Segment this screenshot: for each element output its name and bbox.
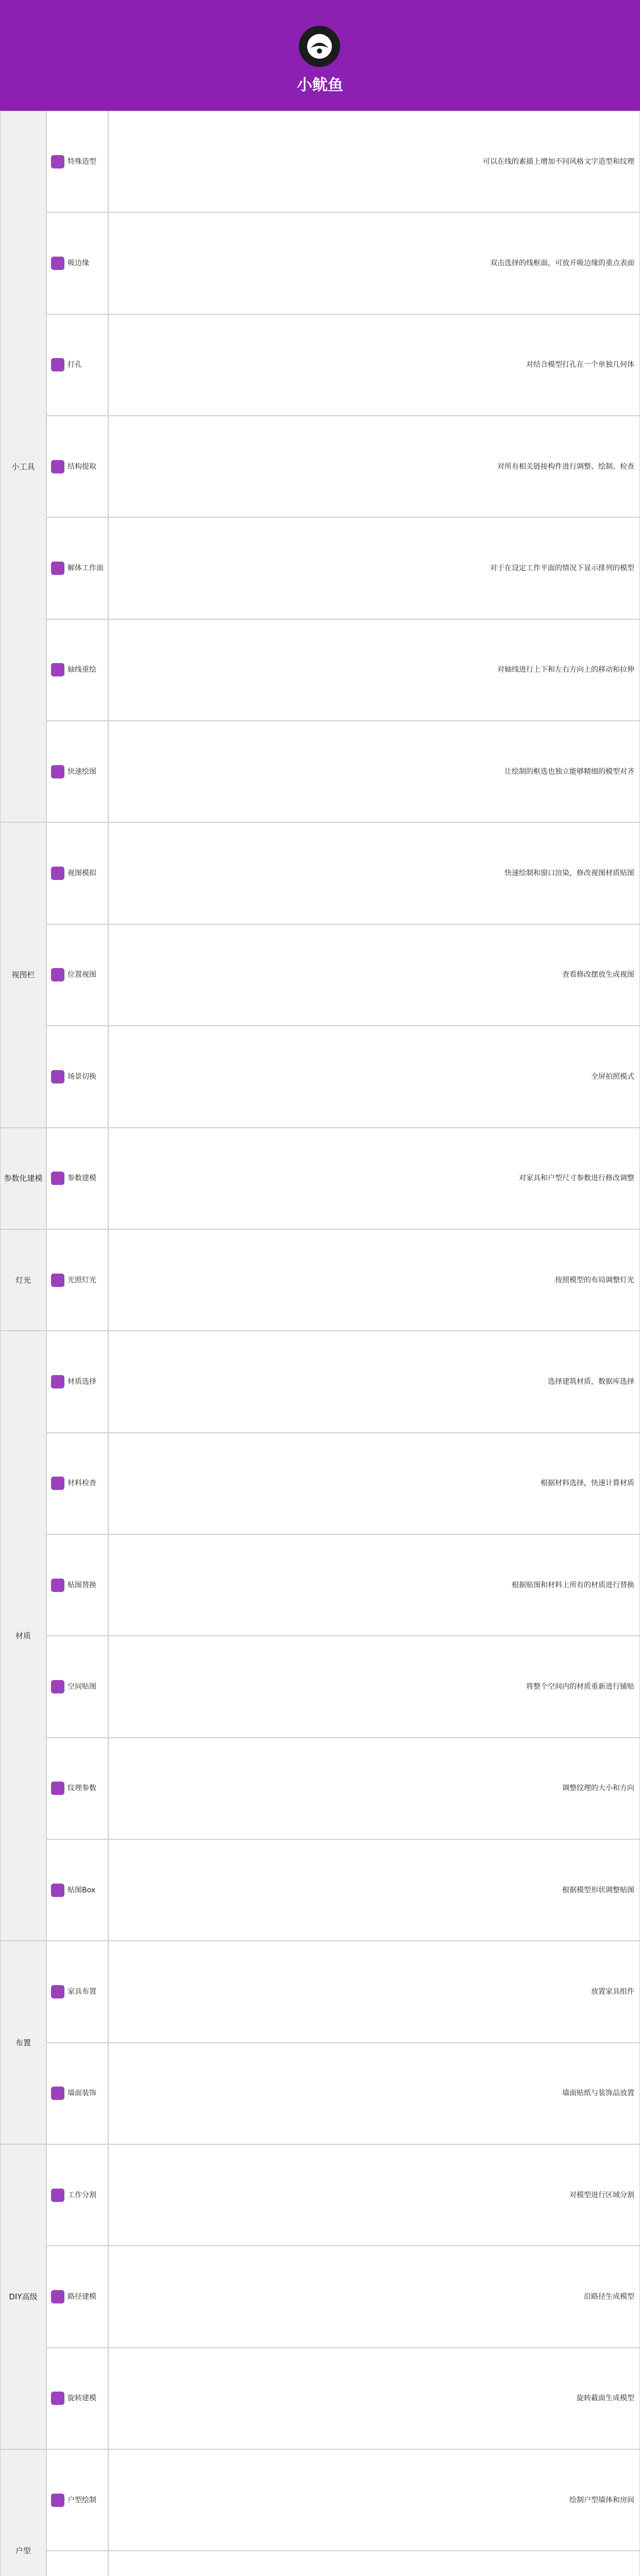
description-cell xyxy=(108,1636,640,1737)
feature-cell-label: 特殊造型 xyxy=(68,157,96,166)
category-tools xyxy=(0,111,46,822)
feature-cell[interactable] xyxy=(46,1839,108,1941)
description-cell-label: 绘制户型墙体和房间 xyxy=(569,2496,634,2504)
description-cell-label: 对结合模型打孔在一个单独几何体 xyxy=(526,361,634,369)
description-cell-label: 查看修改摆放生成视图 xyxy=(562,971,634,979)
description-cell xyxy=(108,1941,640,2042)
feature-cell[interactable] xyxy=(46,314,108,416)
feature-cell[interactable] xyxy=(46,2551,108,2576)
description-cell xyxy=(108,2348,640,2449)
feature-cell[interactable] xyxy=(46,111,108,212)
feature-cell-label: 解体工作面 xyxy=(68,564,104,573)
feature-cell-label: 材料检查 xyxy=(68,1479,96,1488)
description-cell-label: 双击选择的线框面，可放开吸边缘的重点表面 xyxy=(490,259,634,268)
feature-icon xyxy=(51,155,64,168)
category-view xyxy=(0,822,46,1127)
feature-cell[interactable] xyxy=(46,924,108,1026)
feature-icon xyxy=(51,460,64,473)
category-diy-label: DIY高级 xyxy=(9,2292,38,2302)
feature-icon xyxy=(51,358,64,371)
feature-cell[interactable] xyxy=(46,1229,108,1331)
feature-icon xyxy=(51,1172,64,1185)
feature-cell[interactable] xyxy=(46,721,108,822)
description-cell xyxy=(108,1128,640,1229)
description-cell xyxy=(108,2551,640,2576)
description-cell-label: 对家具和户型尺寸参数进行修改调整 xyxy=(519,1174,634,1183)
description-cell xyxy=(108,1839,640,1941)
feature-icon xyxy=(51,1274,64,1287)
description-cell xyxy=(108,1229,640,1331)
feature-icon xyxy=(51,1477,64,1490)
description-cell xyxy=(108,2144,640,2246)
description-cell xyxy=(108,212,640,314)
feature-cell[interactable] xyxy=(46,2043,108,2144)
feature-icon xyxy=(51,765,64,778)
description-cell-label: 墙面贴纸与装饰品放置 xyxy=(562,2089,634,2098)
feature-cell[interactable] xyxy=(46,1026,108,1127)
description-cell-label: 可以在线的素描上增加不同风格文字造型和纹理 xyxy=(483,157,634,166)
feature-cell-label: 结构提取 xyxy=(68,462,96,471)
feature-icon xyxy=(51,968,64,981)
feature-cell[interactable] xyxy=(46,1636,108,1737)
feature-cell-label: 路径建模 xyxy=(68,2293,96,2301)
page-title: 小鱿鱼 xyxy=(297,76,343,94)
description-cell-label: 根据材料选择，快速计算材质 xyxy=(541,1479,634,1488)
feature-icon xyxy=(51,1375,64,1388)
feature-cell-label: 轴线重绘 xyxy=(68,666,96,674)
description-cell-label: 调整纹理的大小和方向 xyxy=(562,1784,634,1793)
feature-icon xyxy=(51,1985,64,1998)
feature-icon xyxy=(51,2290,64,2303)
feature-cell[interactable] xyxy=(46,1128,108,1229)
description-cell-label: 对轴线进行上下和左右方向上的移动和拉伸 xyxy=(497,666,634,674)
feature-icon xyxy=(51,663,64,676)
feature-cell-label: 场景切换 xyxy=(68,1072,96,1081)
category-home xyxy=(0,2449,46,2576)
description-cell-label: 沿路径生成模型 xyxy=(584,2293,634,2301)
feature-cell-label: 贴图替换 xyxy=(68,1581,96,1589)
feature-cell[interactable] xyxy=(46,2449,108,2551)
description-cell xyxy=(108,2043,640,2144)
feature-icon xyxy=(51,2392,64,2405)
feature-icon xyxy=(51,1579,64,1592)
feature-icon xyxy=(51,1884,64,1897)
description-cell xyxy=(108,2449,640,2551)
description-cell-label: 全屏拍照模式 xyxy=(591,1072,634,1081)
feature-icon xyxy=(51,867,64,880)
description-cell xyxy=(108,1331,640,1432)
feature-cell[interactable] xyxy=(46,619,108,721)
description-cell xyxy=(108,416,640,517)
description-cell-label: 选择建筑材质，数据库选择 xyxy=(548,1377,634,1386)
category-diy xyxy=(0,2144,46,2449)
description-cell xyxy=(108,924,640,1026)
squid-logo-icon xyxy=(299,26,340,67)
description-cell-label: 旋转截面生成模型 xyxy=(577,2394,634,2403)
feature-icon xyxy=(51,1070,64,1083)
feature-cell[interactable] xyxy=(46,1433,108,1534)
category-tools-label: 小工具 xyxy=(11,462,35,471)
feature-cell[interactable] xyxy=(46,1738,108,1839)
feature-cell-label: 工作分割 xyxy=(68,2191,96,2199)
feature-cell[interactable] xyxy=(46,212,108,314)
description-cell-label: 让绘制的框选也独立能够精细的模型对齐 xyxy=(504,767,634,776)
feature-cell[interactable] xyxy=(46,416,108,517)
feature-cell[interactable] xyxy=(46,517,108,619)
feature-cell[interactable] xyxy=(46,1534,108,1636)
feature-cell-label: 空间贴图 xyxy=(68,1682,96,1691)
description-cell-label: 快速绘制和窗口渲染，修改视图材质贴图 xyxy=(504,869,634,878)
feature-cell[interactable] xyxy=(46,2348,108,2449)
feature-icon xyxy=(51,1680,64,1693)
feature-cell-label: 材质选择 xyxy=(68,1377,96,1386)
feature-cell-label: 旋转建模 xyxy=(68,2394,96,2403)
description-cell xyxy=(108,1534,640,1636)
feature-cell-label: 家具布置 xyxy=(68,1988,96,1996)
category-material-label: 材质 xyxy=(15,1631,31,1641)
feature-cell-label: 户型绘制 xyxy=(68,2496,96,2504)
feature-cell-label: 光照灯光 xyxy=(68,1276,96,1284)
description-cell xyxy=(108,1026,640,1127)
description-cell-label: 对模型进行区域分割 xyxy=(569,2191,634,2199)
category-home-label: 户型 xyxy=(15,2546,31,2556)
feature-icon xyxy=(51,2189,64,2202)
description-cell xyxy=(108,1433,640,1534)
description-cell xyxy=(108,1738,640,1839)
feature-icon xyxy=(51,2087,64,2100)
feature-icon xyxy=(51,257,64,270)
category-view-label: 视图栏 xyxy=(11,970,35,980)
feature-icon xyxy=(51,2494,64,2507)
category-light xyxy=(0,1229,46,1331)
feature-cell[interactable] xyxy=(46,2246,108,2347)
feature-cell[interactable] xyxy=(46,822,108,924)
feature-cell-label: 墙面装饰 xyxy=(68,2089,96,2098)
feature-cell-label: 视图模拟 xyxy=(68,869,96,878)
description-cell-label: 对于在设定工作平面的情况下显示排列的模型 xyxy=(490,564,634,573)
feature-cell-label: 参数建模 xyxy=(68,1174,96,1183)
feature-cell-label: 快速绘图 xyxy=(68,767,96,776)
description-cell xyxy=(108,822,640,924)
category-params-label: 参数化建模 xyxy=(4,1174,43,1183)
description-cell xyxy=(108,619,640,721)
description-cell-label: 根据贴图和材料上所有的材质进行替换 xyxy=(512,1581,634,1589)
feature-icon xyxy=(51,562,64,575)
feature-cell[interactable] xyxy=(46,2144,108,2246)
category-layout-label: 布置 xyxy=(15,2038,31,2047)
description-cell xyxy=(108,111,640,212)
description-cell-label: 对所有相关链接构件进行调整、绘制、检查 xyxy=(497,462,634,471)
description-cell xyxy=(108,721,640,822)
feature-cell-label: 贴图Box xyxy=(68,1886,96,1894)
category-light-label: 灯光 xyxy=(15,1275,31,1285)
feature-cell[interactable] xyxy=(46,1331,108,1432)
description-cell xyxy=(108,2246,640,2347)
description-cell xyxy=(108,517,640,619)
description-cell xyxy=(108,314,640,416)
feature-cell-label: 纹理参数 xyxy=(68,1784,96,1793)
category-params xyxy=(0,1128,46,1229)
description-cell-label: 放置家具组件 xyxy=(591,1988,634,1996)
category-layout xyxy=(0,1941,46,2144)
feature-cell-label: 位置视图 xyxy=(68,971,96,979)
feature-cell[interactable] xyxy=(46,1941,108,2042)
feature-cell-label: 吸边缘 xyxy=(68,259,89,268)
feature-icon xyxy=(51,1782,64,1795)
feature-cell-label: 打孔 xyxy=(68,361,82,369)
description-cell-label: 根据模型形状调整贴图 xyxy=(562,1886,634,1894)
description-cell-label: 将整个空间内的材质重新进行铺贴 xyxy=(526,1682,634,1691)
header-banner xyxy=(0,0,640,111)
category-material xyxy=(0,1331,46,1941)
description-cell-label: 按照模型的布局调整灯光 xyxy=(555,1276,634,1284)
